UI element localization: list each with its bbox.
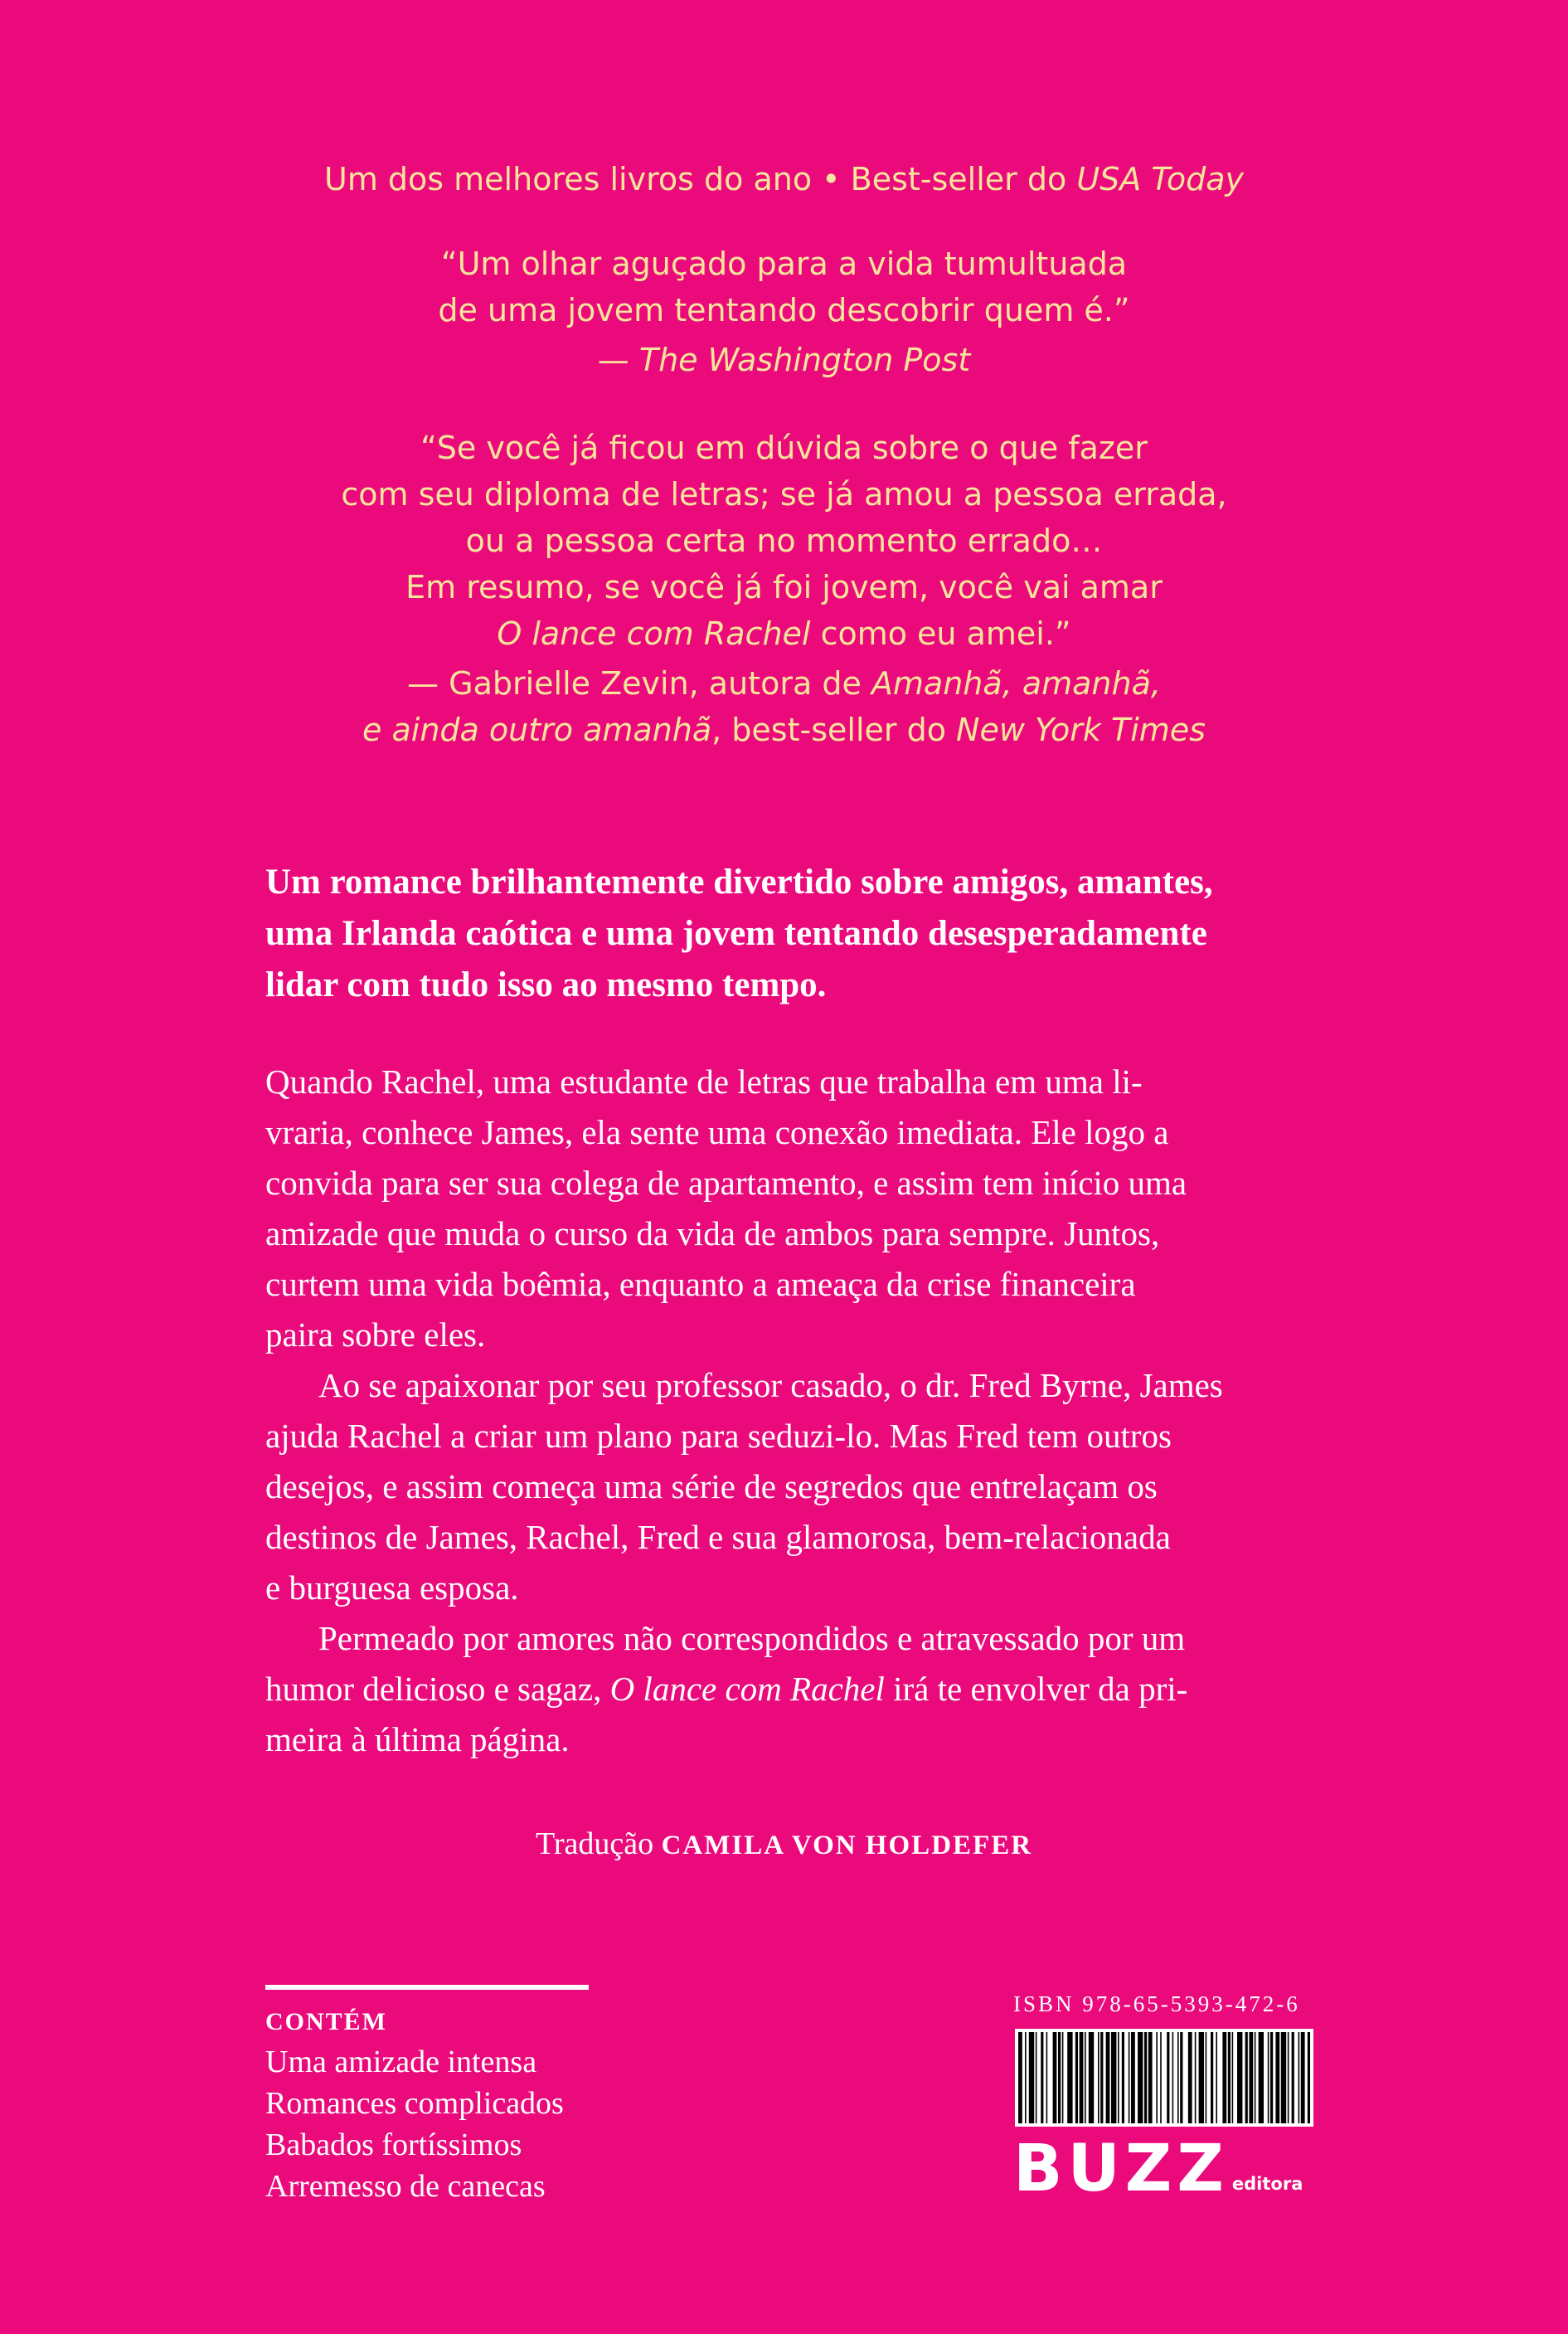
contents-item: Uma amizade intensa [265,2045,537,2079]
quote2-line-3: ou a pessoa certa no momento errado… [465,523,1103,559]
p2-line-5: e burguesa esposa. [265,1568,519,1607]
barcode-bar [1085,2032,1086,2123]
barcode-bar [1167,2032,1169,2123]
p1-line-5: curtem uma vida boêmia, enquanto a ameaça da crise financeira [265,1265,1136,1303]
barcode-bar [1299,2032,1300,2123]
praise-headline [0,156,1568,202]
translator-credit [0,1821,1568,1869]
quote2-line-1: “Se você já ficou em dúvida sobre o que fazer [420,430,1148,466]
attr1-italic: Amanhã, amanhã, [871,665,1161,702]
barcode-bar [1067,2032,1072,2123]
barcode-bar [1131,2032,1135,2123]
barcode-bar [1308,2032,1310,2123]
barcode-bar [1080,2032,1084,2123]
p3-line-2 [265,1664,1327,1714]
barcode-bar [1129,2032,1130,2123]
barcode-bar [1160,2032,1162,2123]
barcode-bar [1111,2032,1116,2123]
p1-line-3: convida para ser sua colega de apartamento, e assim tem início uma [265,1164,1187,1202]
barcode-bar [1025,2032,1027,2123]
barcode-bar [1100,2032,1103,2123]
contents-title: CONTÉM [265,2008,387,2035]
quote2-line-4: Em resumo, se você já foi jovem, você vai amar [405,569,1163,605]
attr2-italic: e ainda outro amanhã [362,712,712,748]
barcode-bar [1180,2032,1182,2123]
publisher-logo-sub: editora [1231,2174,1303,2194]
contents-list [265,2041,564,2207]
contents-item: Romances complicados [265,2086,564,2121]
headline-italic: USA Today [1076,161,1244,197]
barcode-bar [1029,2032,1034,2123]
p2-line-2: ajuda Rachel a criar um plano para seduzi-lo. Mas Fred tem outros [265,1417,1172,1455]
quote2-attribution-1 [0,660,1568,707]
hook-line-3: lidar com tudo isso ao mesmo tempo. [265,965,827,1004]
barcode-bar [1259,2032,1264,2123]
barcode-bar [1041,2032,1043,2123]
publisher-logo-text: BUZZ [1013,2132,1229,2206]
p3-line-2-pre: humor delicioso e sagaz, [265,1670,610,1708]
attr2-mid: , best-seller do [711,712,957,748]
barcode-bar [1118,2032,1119,2123]
quote1-source [0,337,1568,383]
barcode-bar [1144,2032,1147,2123]
barcode-bar [1018,2032,1022,2123]
p3-line-3: meira à última página. [265,1720,570,1758]
barcode-bar [1245,2032,1248,2123]
quote1-line-1: “Um olhar aguçado para a vida tumultuada [440,246,1128,282]
p2-line-3: desejos, e assim começa uma série de segredos que entrelaçam os [265,1467,1158,1505]
p3-line-2-post: irá te envolver da pri- [884,1670,1188,1708]
barcode-bar [1199,2032,1204,2123]
barcode-bar [1075,2032,1078,2123]
quote2-line-5-rest: como eu amei.” [810,615,1071,652]
barcode-bar [1058,2032,1061,2123]
p1-line-2: vraria, conhece James, ela sente uma conexão imediata. Ele logo a [265,1113,1169,1151]
barcode-bar [1232,2032,1234,2123]
praise-quote-2 [0,425,1568,753]
barcode-bar [1106,2032,1110,2123]
headline-text: Um dos melhores livros do ano • Best-seller do [324,161,1077,197]
contents-item: Arremesso de canecas [265,2169,546,2204]
p3-line-1: Permeado por amores não correspondidos e atravessado por um [318,1619,1186,1657]
barcode-bar [1122,2032,1124,2123]
p1-line-6: paira sobre eles. [265,1315,486,1354]
hook-line-1: Um romance brilhantemente divertido sobre amigos, amantes, [265,863,1213,902]
p2-line-1: Ao se apaixonar por seu professor casado, o dr. Fred Byrne, James [318,1366,1223,1404]
barcode-bar [1195,2032,1197,2123]
barcode-bar [1188,2032,1192,2123]
barcode-bar [1222,2032,1226,2123]
barcode-bar [1206,2032,1207,2123]
quote2-attribution-2 [0,707,1568,753]
quote2-line-5-italic: O lance com Rachel [497,615,811,652]
p2-line-4: destinos de James, Rachel, Fred e sua glamorosa, bem-relacionada [265,1518,1171,1556]
barcode-bar [1275,2032,1279,2123]
hook-paragraph [265,857,1327,1011]
barcode-bar [1228,2032,1231,2123]
praise-quote-1 [0,241,1568,383]
publisher-logo [1013,2132,1303,2206]
barcode-bar [1062,2032,1064,2123]
barcode-bar [1089,2032,1094,2123]
p1-line-4: amizade que muda o curso da vida de ambos para sempre. Juntos, [265,1214,1160,1252]
p1-line-1: Quando Rachel, uma estudante de letras que trabalha em uma li- [265,1062,1143,1101]
barcode-bar [1036,2032,1037,2123]
translator-label: Tradução [535,1826,662,1861]
barcode-bar [1177,2032,1179,2123]
barcode-icon [1015,2029,1313,2127]
barcode-bar [1237,2032,1242,2123]
barcode-bar [1281,2032,1286,2123]
barcode-bar [1216,2032,1217,2123]
p3-line-2-italic: O lance com Rachel [609,1670,885,1708]
barcode-bar [1172,2032,1174,2123]
barcode-bar [1098,2032,1100,2123]
quote1-source-name: The Washington Post [638,342,971,378]
quote1-dash: — [597,342,639,378]
barcode-bar [1268,2032,1269,2123]
synopsis [265,1057,1327,1765]
quote2-line-2: com seu diploma de letras; se já amou a pessoa errada, [341,476,1227,513]
barcode-bar [1255,2032,1256,2123]
barcode-bar [1156,2032,1158,2123]
quote2-line-5 [0,610,1568,657]
contents-item: Babados fortíssimos [265,2127,522,2162]
barcode-bar [1148,2032,1153,2123]
barcode-bar [1301,2032,1305,2123]
contents-divider [265,1985,589,1990]
attr1-text: — Gabrielle Zevin, autora de [407,665,871,702]
barcode-bar [1292,2032,1294,2123]
attr2-italic-2: New York Times [956,712,1206,748]
hook-line-2: uma Irlanda caótica e uma jovem tentando desesperadamente [265,914,1207,953]
isbn-number: ISBN 978-65-5393-472-6 [1013,1991,1300,2016]
barcode-bar [1053,2032,1057,2123]
barcode-bar [1046,2032,1048,2123]
barcode-bar [1138,2032,1143,2123]
barcode-bar [1270,2032,1273,2123]
barcode-bar [1288,2032,1289,2123]
translator-name: CAMILA VON HOLDEFER [661,1831,1033,1860]
barcode-bar [1249,2032,1253,2123]
barcode-bar [1211,2032,1213,2123]
quote1-line-2: de uma jovem tentando descobrir quem é.” [438,292,1130,328]
